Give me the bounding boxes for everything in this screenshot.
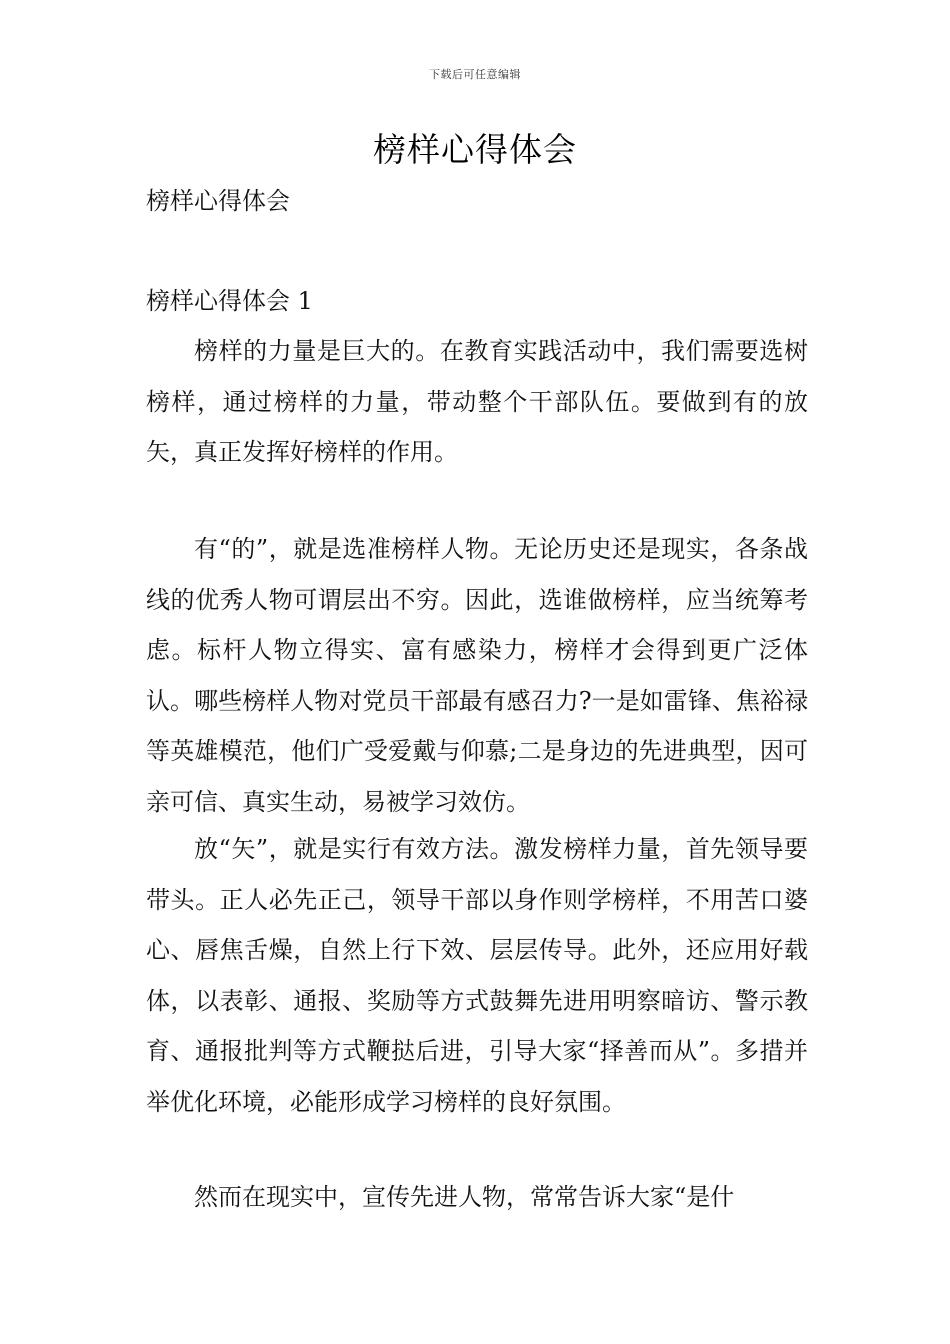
paragraph: 榜样的力量是巨大的。在教育实践活动中，我们需要选树榜样，通过榜样的力量，带动整个干部队伍。要做到有的放矢，真正发挥好榜样的作用。	[146, 337, 808, 466]
document-title: 榜样心得体会	[373, 130, 577, 169]
section-heading: 榜样心得体会 1	[146, 287, 313, 315]
header-note: 下载后可任意编辑	[429, 68, 521, 81]
paragraph: 放“矢”，就是实行有效方法。激发榜样力量，首先领导要带头。正人必先正己，领导干部以身作则学榜样，不用苦口婆心、唇焦舌燥，自然上行下效、层层传导。此外，还应用好载体，以表彰、通报、奖励等方式鼓舞先进用明察暗访、警示教育、通报批判等方式鞭挞后进，引导大家“择善而从”。多措并举优化环境，必能形成学习榜样的良好氛围。	[146, 835, 808, 1116]
document-subtitle: 榜样心得体会	[146, 187, 290, 215]
paragraph: 然而在现实中，宣传先进人物，常常告诉大家“是什	[194, 1183, 735, 1211]
paragraph: 有“的”，就是选准榜样人物。无论历史还是现实，各条战线的优秀人物可谓层出不穷。因此，选谁做榜样，应当统筹考虑。标杆人物立得实、富有感染力，榜样才会得到更广泛体认。哪些榜样人物对党员干部最有感召力?一是如雷锋、焦裕禄等英雄模范，他们广受爱戴与仰慕;二是身边的先进典型，因可亲可信、真实生动，易被学习效仿。	[146, 535, 808, 816]
